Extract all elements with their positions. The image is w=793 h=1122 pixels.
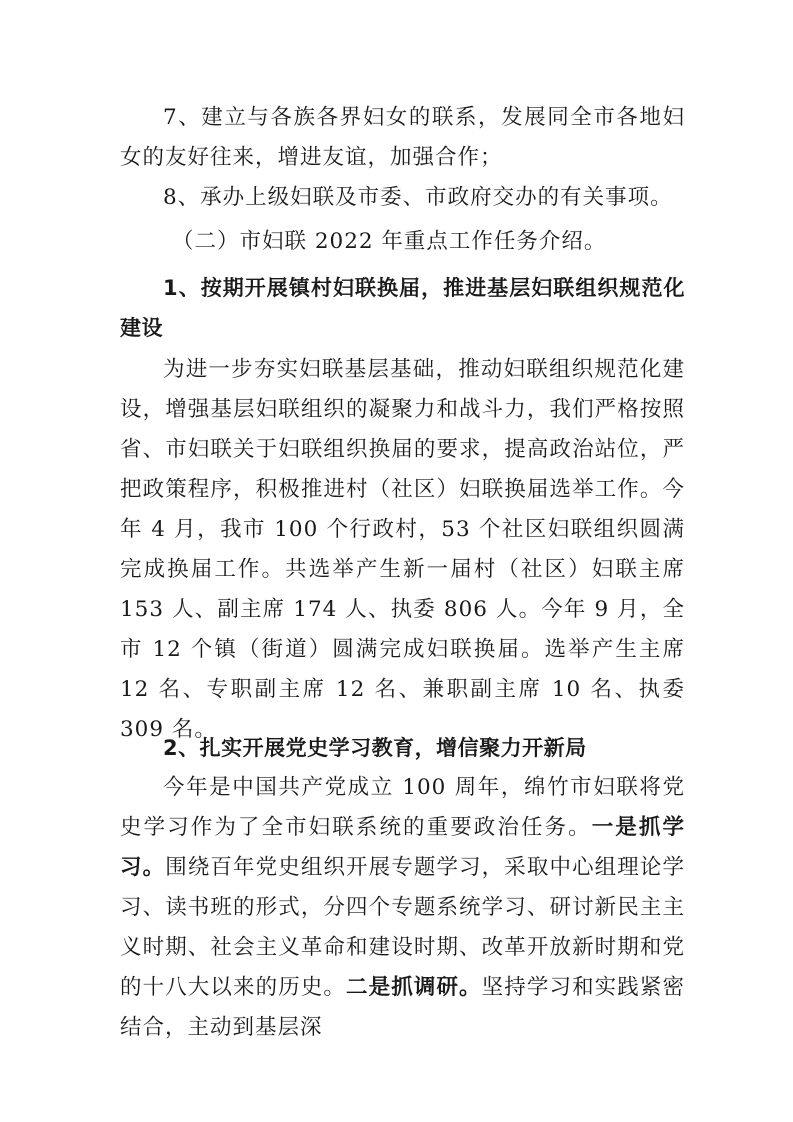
list-item-7: 7、建立与各族各界妇女的联系，发展同全市各地妇女的友好往来，增进友谊，加强合作； <box>120 105 685 170</box>
section-title: （二）市妇联 2022 年重点工作任务介绍。 <box>172 229 607 254</box>
point-1-text: 围绕百年党史组织开展专题学习，采取中心组理论学习、读书班的形式，分四个专题系统学习、研讨新民主主义时期、社会主义革命和建设时期、改革开放新时期和党的十八大以来的历史。 <box>120 855 685 1000</box>
paragraph-1: 为进一步夯实妇联基层基础，推动妇联组织规范化建设，增强基层妇联组织的凝聚力和战斗力，我们严格按照省、市妇联关于妇联组织换届的要求，提高政治站位，严把政策程序，积极推进村（社区）妇联换届选举工作。今年 4 月，我市 100 个行政村，53 个社区妇联组织圆满完成换届工作。共选举产生新一届村（社区）妇联主席 153 人、副主席 174 人、执委 806 人。今年 9 月，全市 12 个镇（街道）圆满完成妇联换届。选举产生主席 12 名、专职副主席 12 名、兼职副主席 10 名、执委 309 名。 <box>120 357 685 742</box>
paragraph-2-intro: 今年是中国共产党成立 100 周年，绵竹市妇联将党史学习作为了全市妇联系统的重要政治任务。 <box>120 775 685 840</box>
point-1-label: 一是抓学习。 <box>120 815 685 880</box>
point-2-text: 坚持学习和实践紧密结合，主动到基层深 <box>120 975 685 1040</box>
heading-2: 2、扎实开展党史学习教育，增信聚力开新局 <box>163 736 587 760</box>
heading-1: 1、按期开展镇村妇联换届，推进基层妇联组织规范化建设 <box>120 276 685 340</box>
paragraph-2 <box>120 768 685 1048</box>
list-item-8: 8、承办上级妇联及市委、市政府交办的有关事项。 <box>163 185 673 210</box>
point-2-label: 二是抓调研。 <box>346 975 482 1000</box>
